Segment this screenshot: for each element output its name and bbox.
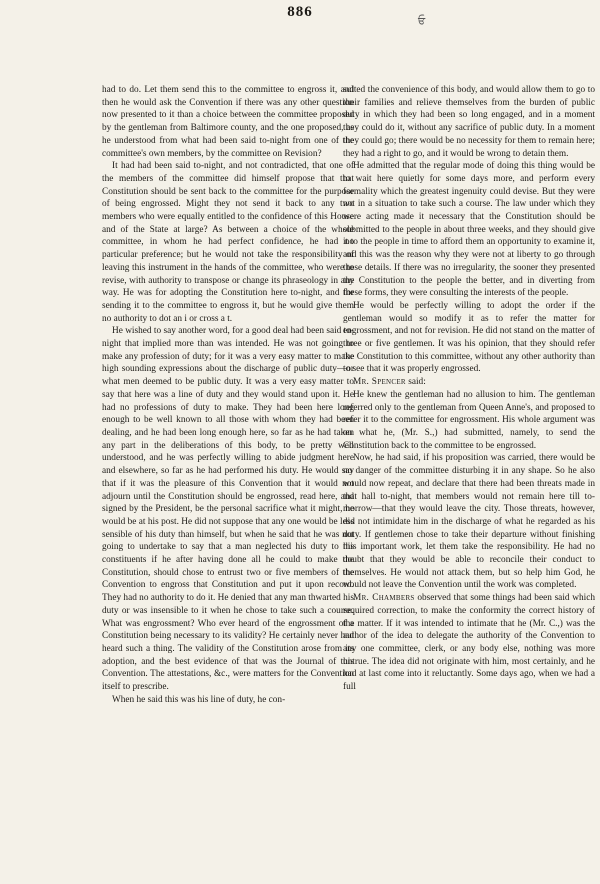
page-number: 886 [287, 4, 313, 20]
paragraph: had to do. Let them send this to the committee to engross it, and then he would ask the Convention if there was any other question now presented to it than a choice between the committee proposed by the gentleman from Baltimore county, and the one proposed, as he understood from what had been said to-night from one of the committee's own members, by the committee on Revision? [102, 85, 354, 159]
left-column [102, 84, 354, 706]
speaker-name: Mr. Spencer [353, 377, 406, 388]
paragraph: It had had been said to-night, and not contradicted, that one of the members of the committee did himself propose that that Constitution should be sent back to the committee for the purpose of being engrossed. Might they not send it back to any two members who were equally entitled to the confidence of this House and of the State at large? As between a choice of the whole committee, in whom he had perfect confidence, he had no particular preference; but he would not take the responsibility of leaving this instrument in the hands of the committee, who were to revise, with authority to transpose or change its phraseology in any way. He was for adopting the Constitution here to-night, and for sending it to the committee to engross it, but he would give them no authority to dot an i or cross a t. [102, 161, 354, 324]
paragraph: He knew the gentleman had no allusion to him. The gentleman referred only to the gentleman from Queen Anne's, and proposed to refer it to the committee for engrossment. His whole argument was on what he, (Mr. S.,) had submitted, namely, to send the Constitution back to the committee to be engrossed. [343, 389, 595, 451]
paragraph: He would be perfectly willing to adopt the order if the gentleman would so modify it as to refer the matter for engrossment, and not for revision. He did not stand on the matter of three or five gentlemen. It was his opinion, that they should refer the Constitution to this committee, without any other authority than to see that it was properly engrossed. [343, 300, 595, 375]
speaker-text: said: [405, 377, 426, 388]
paragraph: sulted the convenience of this body, and would allow them to go to their families and relieve themselves from the burden of public duty in which they had been so long engaged, and in a moment they could do it, without any sacrifice of public duty. In a moment they could go; there would be no necessity for them to remain here; they had a right to go, and it would be wrong to detain them. [343, 85, 595, 159]
paragraph: When he said this was his line of duty, he con- [112, 694, 286, 705]
paragraph: He admitted that the regular mode of doing this thing would be to wait here quietly for some days more, and perform every formality which the greatest ingenuity could devise. But they were not in a situation to take such a course. The law under which they were acting made it necessary that the Constitution should be submitted to the people in about three weeks, and they should give it to the people in time to afford them an opportunity to examine it, and this was the reason why they were not at liberty to go through these details. If there was no irregularity, the sooner they presented the Constitution to the people the better, and in diverting from these forms, they were consulting the interests of the people. [343, 161, 595, 299]
paragraph: Now, he had said, if his proposition was carried, there would be no danger of the committee disturbing it in any shape. So he also would now repeat, and declare that there had been threats made in that hall to-night, that members would not remain here till to-morrow—that they would leave the city. Those threats, however, did not intimidate him in the discharge of what he regarded as his duty. If gentlemen chose to take their departure without finishing this important work, let them take the responsibility. He had no doubt that they would be able to reconcile their conduct to themselves. He would not attack them, but so help him God, he would not leave the Convention until the work was completed. [343, 453, 595, 591]
page-mark: ਓ [418, 16, 426, 27]
speaker-name: Mr. Chambers [353, 593, 415, 604]
speaker-paragraph [343, 592, 595, 694]
speaker-text: observed that some things had been said which required correction, to make the conformity the correct history of the matter. If it was intended to intimate that he (Mr. C.,) was the author of the idea to delegate the authority of the Convention to any one committee, clerk, or any body else, nothing was more untrue. The idea did not originate with him, most certainly, and he had at last come into it reluctantly. Some days ago, when we had a full [343, 593, 595, 693]
right-column [343, 84, 595, 694]
speaker-line [343, 376, 595, 389]
paragraph: He wished to say another word, for a good deal had been said to-night that implied more than was intended. He was not going to make any profession of duty; for it was a very easy matter to make high sounding expressions about the discharge of public duty—or what men deemed to be public duty. It was a very easy matter to say that here was a line of duty and they would stand upon it. He had no professions of duty to make. They had been here long enough to be well known to all those with whom they had been dealing, and he had been long enough here, so far as he had taken any part in the deliberations of this body, to be pretty well understood, and he was perfectly willing to abide judgment here and elsewhere, so far as he had performed his duty. He would say that if it was the pleasure of this Convention that it would not adjourn until the Constitution should be engrossed, read here, and signed by the President, be the personal sacrifice what it might, he would be at his post. He did not suppose that any one would be less sensible of his duty than himself, but when he said that he was not going to undertake to say that a man neglected his duty to his constituents if he after having done all he could to make the Constitution, should chose to entrust two or five members of the Convention to engross that Constitution and put it upon record. They had no authority to do it. He denied that any man thwarted his duty or was insensible to it when he chose to take such a course. What was engrossment? Who ever heard of the engrossment of a Constitution being necessary to its validity? He certainly never had heard such a thing. The validity of the Constitution arose from its adoption, and the best evidence of that was the Journal of this Convention. The attestations, &c., were matters for the Convention itself to prescribe. [102, 326, 354, 693]
